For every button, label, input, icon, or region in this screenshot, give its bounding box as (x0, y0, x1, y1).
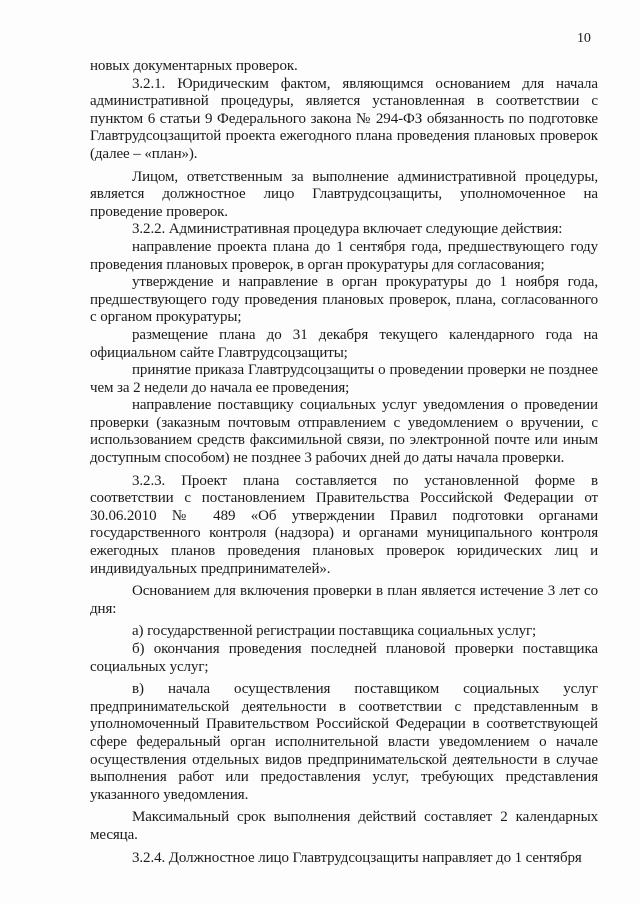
paragraph: б) окончания проведения последней плановой проверки поставщика социальных услуг; (90, 641, 598, 675)
page-number: 10 (577, 31, 591, 46)
paragraph: новых документарных проверок. (90, 58, 298, 74)
document-body (90, 58, 598, 867)
paragraph: Максимальный срок выполнения действий составляет 2 календарных месяца. (90, 809, 598, 843)
paragraph: 3.2.2. Административная процедура включает следующие действия: (132, 221, 563, 238)
paragraph: принятие приказа Главтрудсоцзащиты о проведении проверки не позднее чем за 2 недели до начала ее проведения; (90, 362, 598, 396)
paragraph: а) государственной регистрации поставщика социальных услуг; (132, 623, 537, 640)
paragraph: в) начала осуществления поставщиком социальных услуг предпринимательской деятельности в соответствии с представленным в уполномоченный Правительством Российской Федерации в соответствующей сфере федеральный орган исполнительной власти уведомлением о начале осуществления отдельных видов предпринимательской деятельности в случае выполнения работ или предоставления услуг, требующих представления указанного уведомления. (90, 681, 598, 803)
paragraph: направление проекта плана до 1 сентября года, предшествующего году проведения плановых проверок, в орган прокуратуры для согласования; (90, 238, 598, 273)
paragraph: 3.2.3. Проект плана составляется по установленной форме в соответствии с постановлением Правительства Российской Федерации от 30.06.2010 № 489 «Об утверждении Правил подготовки органами государственного контроля (надзора) и органами муниципального контроля ежегодных планов проведения плановых проверок юридических лиц и индивидуальных предпринимателей». (90, 472, 598, 577)
paragraph: Основанием для включения проверки в план является истечение 3 лет со дня: (90, 583, 598, 617)
paragraph: размещение плана до 31 декабря текущего календарного года на официальном сайте Главтрудсоцзащиты; (90, 326, 598, 361)
paragraph: 3.2.1. Юридическим фактом, являющимся основанием для начала административной процедуры, является установленная в соответствии с пунктом 6 статьи 9 Федерального закона № 294-ФЗ обязанность по подготовке Главтрудсоцзащитой проекта ежегодного плана проведения плановых проверок (далее – «план»). (90, 75, 598, 162)
paragraph: 3.2.4. Должностное лицо Главтрудсоцзащиты направляет до 1 сентября (132, 849, 582, 866)
paragraph: Лицом, ответственным за выполнение административной процедуры, является должностное лицо Главтрудсоцзащиты, уполномоченное на проведение проверок. (90, 168, 598, 220)
paragraph: утверждение и направление в орган прокуратуры до 1 ноября года, предшествующего году проведения плановых проверок, плана, согласованного с органом прокуратуры; (90, 274, 598, 326)
paragraph: направление поставщику социальных услуг уведомления о проведении проверки (заказным почтовым отправлением с уведомлением о вручении, с использованием средств факсимильной связи, по электронной почте или иным доступным способом) не позднее 3 рабочих дней до даты начала проверки. (90, 397, 598, 467)
